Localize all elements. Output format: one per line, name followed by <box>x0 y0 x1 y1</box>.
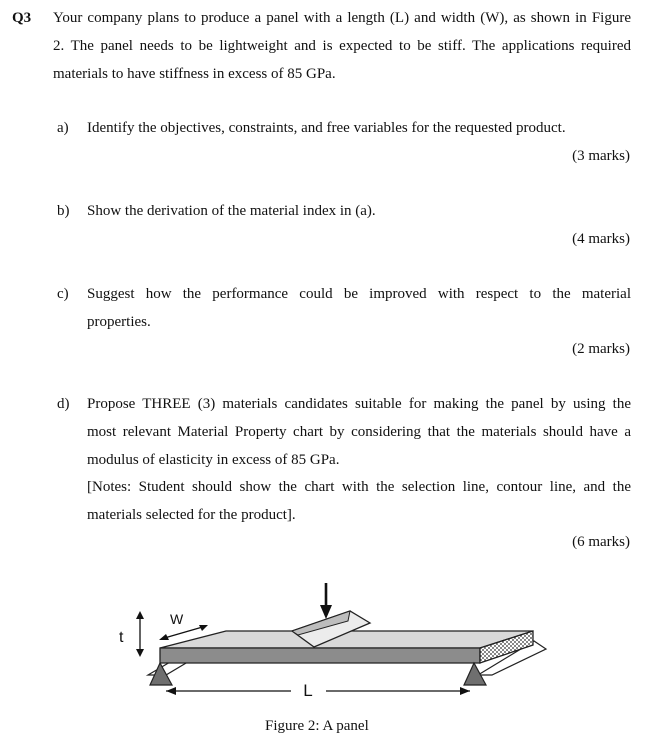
part-b-label: b) <box>57 203 70 219</box>
intro-line-1: Your company plans to produce a panel with a length (L) and width (W), as shown in Figure <box>53 10 631 26</box>
part-a-text: Identify the objectives, constraints, and free variables for the requested product. <box>87 120 566 136</box>
part-d-line-2: most relevant Material Property chart by considering that the materials should have a <box>87 424 631 440</box>
part-b-text: Show the derivation of the material index in (a). <box>87 203 376 219</box>
part-c-marks: (2 marks) <box>572 341 630 357</box>
part-c-line-2: properties. <box>87 314 151 330</box>
panel-front-face <box>160 648 480 663</box>
part-b-marks: (4 marks) <box>572 231 630 247</box>
length-label: L <box>303 681 313 700</box>
part-c-label: c) <box>57 286 69 302</box>
load-arrow-head <box>320 605 332 619</box>
part-a-marks: (3 marks) <box>572 148 630 164</box>
part-d-line-3: modulus of elasticity in excess of 85 GPa. <box>87 452 340 468</box>
panel-figure <box>108 575 548 700</box>
width-dim <box>161 626 206 639</box>
part-d-marks: (6 marks) <box>572 534 630 550</box>
intro-line-3: materials to have stiffness in excess of 85 GPa. <box>53 66 336 82</box>
part-d-line-1: Propose THREE (3) materials candidates suitable for making the panel by using the <box>87 396 631 412</box>
intro-line-2: 2. The panel needs to be lightweight and is expected to be stiff. The applications required <box>53 38 631 54</box>
figure-caption: Figure 2: A panel <box>265 718 369 734</box>
question-number: Q3 <box>12 10 32 26</box>
part-d-line-4: [Notes: Student should show the chart with the selection line, contour line, and the <box>87 479 631 495</box>
thickness-label: t <box>119 629 124 646</box>
part-d-line-5: materials selected for the product]. <box>87 507 296 523</box>
part-a-label: a) <box>57 120 69 136</box>
part-c-line-1: Suggest how the performance could be improved with respect to the material <box>87 286 631 302</box>
part-d-label: d) <box>57 396 70 412</box>
width-label: W <box>170 611 184 627</box>
